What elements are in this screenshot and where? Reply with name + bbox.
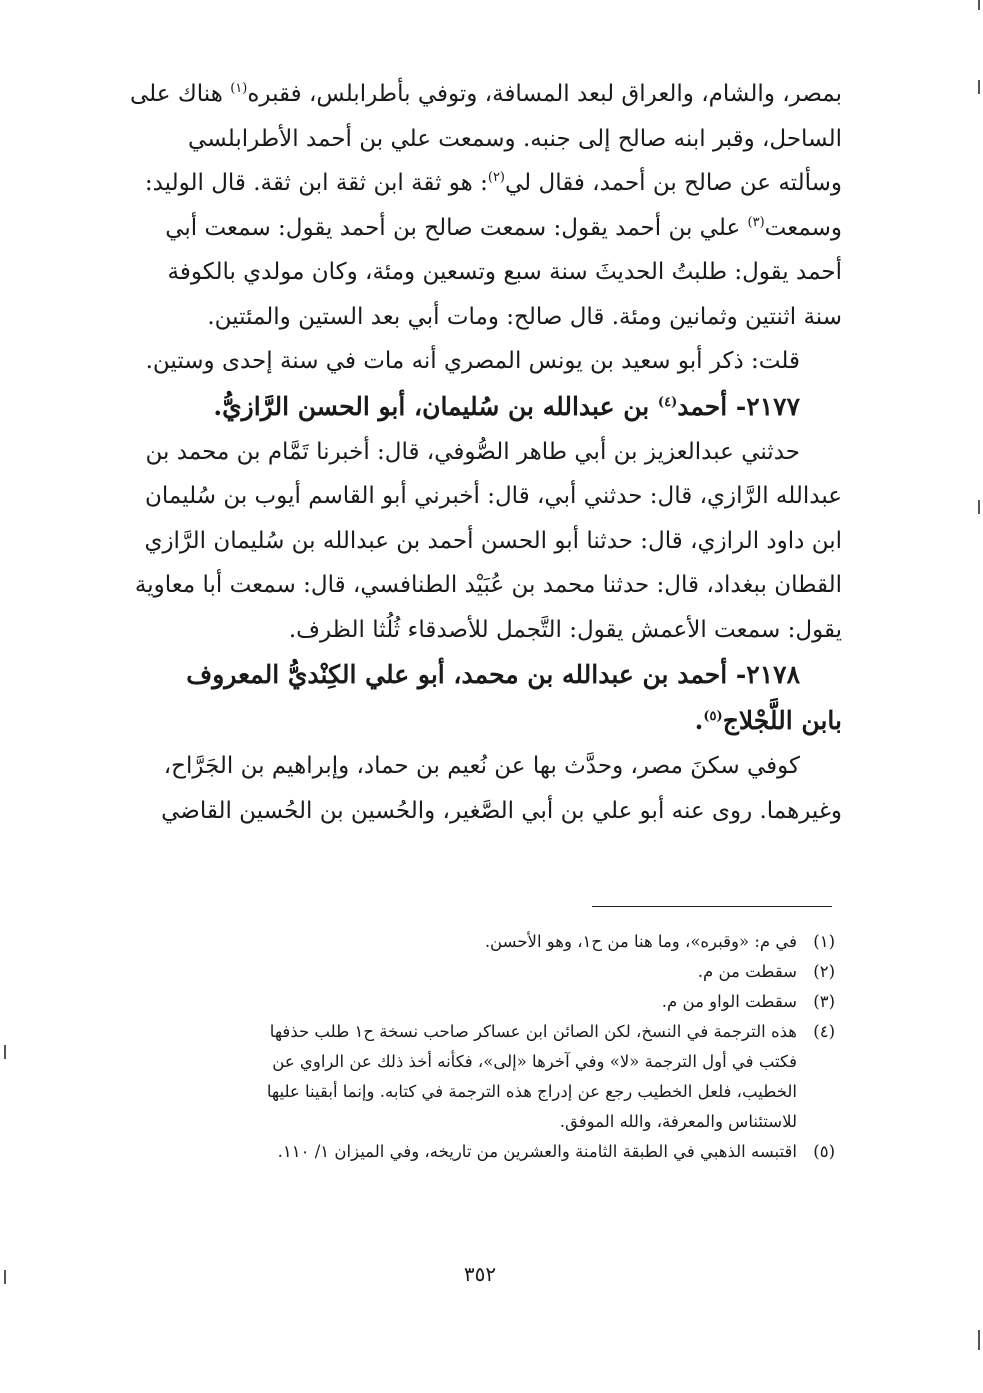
footnote-line: في م: «وقبره»، وما هنا من ح١، وهو الأحسن. — [484, 932, 797, 951]
scan-artifact — [4, 1270, 6, 1284]
footnote — [175, 927, 835, 957]
footnote-line: للاستئناس والمعرفة، والله الموفق. — [559, 1112, 797, 1131]
page-number: ٣٥٢ — [463, 1262, 497, 1286]
entry-heading: ٢١٧٧- أحمد$^{(٤)}$ بن عبدالله بن سُليمان، أبو الحسن الرَّازيُّ. — [213, 391, 800, 421]
footnote-line: سقطت الواو من م. — [661, 992, 797, 1011]
text-line: وسمعت$^{(٣)}$ علي بن أحمد يقول: سمعت صالح بن أحمد يقول: سمعت أبي — [165, 214, 842, 241]
footnote-number: (٣) — [813, 992, 835, 1011]
scan-artifact — [978, 0, 980, 10]
entry-heading-continued: بابن اللَّجْلاج$^{(٥)}$. — [694, 706, 842, 735]
footnote-marker: (٣) — [747, 214, 765, 230]
text-line: القطان ببغداد، قال: حدثنا محمد بن عُبَيْد الطنافسي، قال: سمعت أبا معاوية — [134, 572, 842, 598]
footnote-number: (٥) — [813, 1142, 835, 1161]
footnote-number: (١) — [813, 932, 835, 951]
text-line: سنة اثنتين وثمانين ومئة. قال صالح: ومات أبي بعد الستين والمئتين. — [207, 303, 842, 330]
footnote — [175, 987, 835, 1017]
footnote-line: سقطت من م. — [697, 962, 797, 981]
text-line: أحمد يقول: طلبتُ الحديثَ سنة سبع وتسعين ومئة، وكان مولدي بالكوفة — [167, 259, 842, 285]
footnote-line: الخطيب، فلعل الخطيب رجع عن إدراج هذه الترجمة في كتابه. وإنما أبقينا عليها — [266, 1082, 797, 1101]
text-line: بمصر، والشام، والعراق لبعد المسافة، وتوفي بأطرابلس، فقبره$^{(١)}$ هناك على — [130, 81, 842, 107]
text-line: يقول: سمعت الأعمش يقول: التَّجمل للأصدقاء ثُلُثا الظرف. — [288, 616, 842, 643]
text-line: قلت: ذكر أبو سعيد بن يونس المصري أنه مات في سنة إحدى وستين. — [145, 348, 800, 374]
text-line: الساحل، وقبر ابنه صالح إلى جنبه. وسمعت علي بن أحمد الأطرابلسي — [188, 125, 842, 152]
main-text — [128, 72, 842, 833]
footnote — [175, 1137, 835, 1167]
footnote-marker: (٤) — [657, 394, 678, 410]
footnote-marker: (١) — [230, 81, 248, 96]
text-line: عبدالله الرَّازي، قال: حدثني أبي، قال: أخبرني أبو القاسم أيوب بن سُليمان — [145, 483, 842, 509]
footnotes — [175, 927, 835, 1167]
scan-artifact — [978, 500, 980, 514]
text-line: حدثني عبدالعزيز بن أبي طاهر الصُّوفي، قال: أخبرنا تَمَّام بن محمد بن — [145, 438, 800, 465]
scan-artifact — [978, 1330, 980, 1350]
footnote-marker: (٢) — [487, 170, 505, 185]
entry-heading: ٢١٧٨- أحمد بن عبدالله بن محمد، أبو علي الكِنْديُّ المعروف — [186, 660, 800, 689]
footnote-number: (٢) — [813, 962, 835, 981]
text-line: وسألته عن صالح بن أحمد، فقال لي$^{(٢)}$: هو ثقة ابن ثقة ابن ثقة. قال الوليد: — [144, 170, 842, 196]
footnote-number: (٤) — [813, 1022, 835, 1041]
footnote-line: فكتب في أول الترجمة «لا» وفي آخرها «إلى»، فكأنه أخذ ذلك عن الراوي عن — [272, 1052, 797, 1071]
scan-artifact — [978, 80, 980, 94]
footnote-line: هذه الترجمة في النسخ، لكن الصائن ابن عساكر صاحب نسخة ح١ طلب حذفها — [269, 1022, 797, 1041]
text-line: كوفي سكنَ مصر، وحدَّث بها عن نُعيم بن حماد، وإبراهيم بن الجَرَّاح، — [163, 753, 800, 779]
text-line: ابن داود الرازي، قال: حدثنا أبو الحسن أحمد بن عبدالله بن سُليمان الرَّازي — [144, 527, 842, 554]
footnote — [175, 1017, 835, 1137]
footnote — [175, 957, 835, 987]
footnote-marker: (٥) — [703, 709, 723, 724]
footnote-separator — [592, 906, 832, 907]
text-line: وغيرهما. روى عنه أبو علي بن أبي الصَّغير، والحُسين بن الحُسين القاضي — [161, 797, 842, 824]
scan-artifact — [4, 1045, 6, 1059]
footnote-line: اقتبسه الذهبي في الطبقة الثامنة والعشرين من تاريخه، وفي الميزان ١/ ١١٠. — [277, 1142, 797, 1161]
